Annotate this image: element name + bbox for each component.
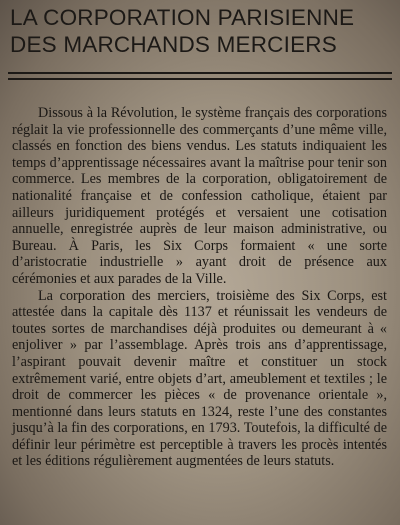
title-rule-bottom — [8, 78, 392, 80]
title-rule-top — [8, 72, 392, 74]
title-line-2: DES MARCHANDS MERCIERS — [10, 32, 337, 57]
paragraph-1: Dissous à la Révolution, le système français des corporations réglait la vie professionnelle des commerçants d’une même ville, classés en fonction des biens vendus. Les statuts indiquaient les temps d’apprentissage nécessaires avant la maîtrise pour tenir son commerce. Les membres de la corporation, obligatoirement de nationalité française et de confession catholique, étaient par ailleurs juridiquement protégés et versaient une cotisation annuelle, enregistrée auprès de leur maison administrative, ou Bureau. À Paris, les Six Corps formaient « une sorte d’aristocratie industrielle » ayant droit de présence aux cérémonies et aux parades de la Ville. — [12, 105, 387, 287]
panel-title — [10, 4, 394, 58]
paragraph-2: La corporation des merciers, troisième des Six Corps, est attestée dans la capitale dès 1137 et réunissait les vendeurs de toutes sortes de marchandises déjà produites ou demeurant à « enjoliver » par l’assemblage. Après trois ans d’apprentissage, l’aspirant pouvait devenir maître et constituer un stock extrêmement varié, entre objets d’art, ameublement et textiles ; le droit de commercer les pièces « de provenance orientale », mentionné dans leurs statuts en 1324, reste l’une des constantes jusqu’à la fin des corporations, en 1793. Toutefois, la difficulté de définir leur périmètre est perceptible à travers les procès intentés et les éditions régulièrement augmentées de leurs statuts. — [12, 287, 387, 470]
title-line-1: LA CORPORATION PARISIENNE — [10, 5, 355, 30]
panel-body — [12, 105, 387, 470]
